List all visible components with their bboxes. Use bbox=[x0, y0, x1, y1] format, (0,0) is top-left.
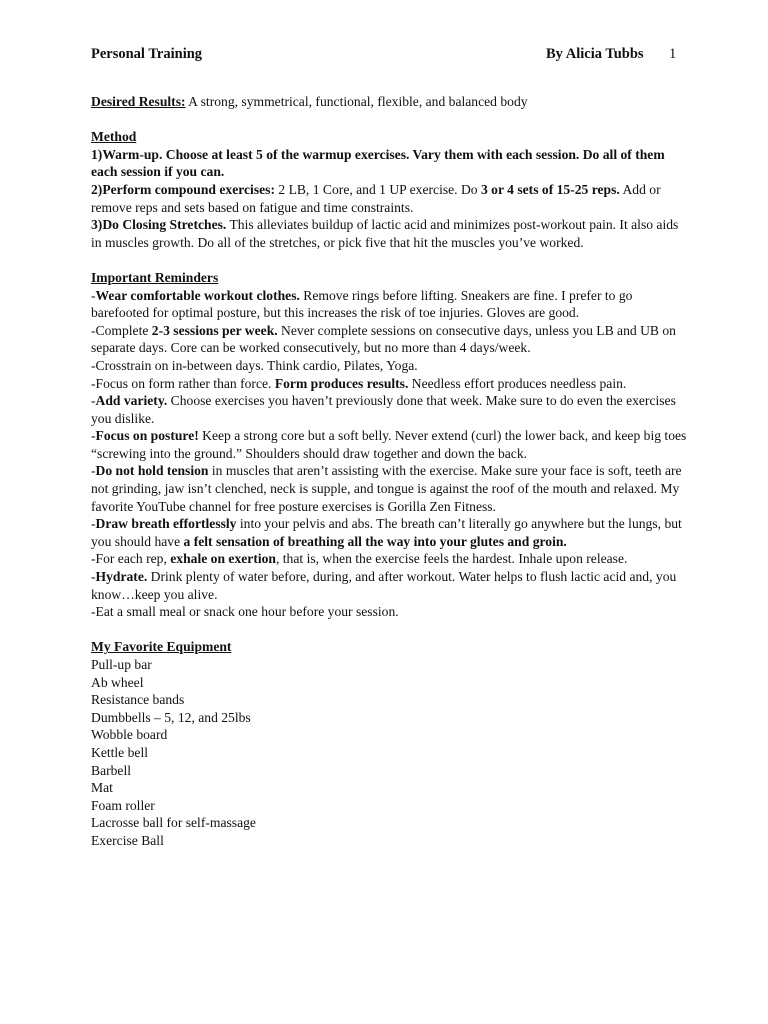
reminder-emphasis: Draw breath effortlessly bbox=[95, 516, 237, 532]
spacer bbox=[91, 111, 691, 129]
equipment-list bbox=[91, 656, 691, 850]
reminder-item bbox=[91, 515, 691, 550]
reminder-item bbox=[91, 427, 691, 462]
reminder-text: -Complete bbox=[91, 322, 152, 338]
equipment-heading bbox=[91, 638, 691, 656]
page-number: 1 bbox=[669, 46, 677, 62]
reminder-item bbox=[91, 568, 691, 603]
reminder-item bbox=[91, 375, 691, 393]
reminder-text: - bbox=[91, 569, 96, 585]
method-step-2 bbox=[91, 181, 691, 216]
reminder-item bbox=[91, 550, 691, 568]
method-step-1-text: 1)Warm-up. Choose at least 5 of the warmup exercises. Vary them with each session. Do all of them each session if you can. bbox=[91, 146, 665, 180]
reminder-text: Keep a strong core but a soft belly. Never extend (curl) the lower back, and keep big toes “screwing into the ground.” Shoulders should draw together and down the back. bbox=[91, 428, 687, 461]
reminder-text: - bbox=[91, 463, 96, 479]
author-name: By Alicia Tubbs bbox=[546, 46, 644, 62]
reminder-text: in muscles that aren’t assisting with the exercise. Make sure your face is soft, teeth are not grinding, jaw isn’t clenched, neck is supple, and tongue is against the roof of the mouth and relaxed. My favorite YouTube channel for free posture exercises is Gorilla Zen Fitness. bbox=[91, 463, 682, 514]
method-step-2-sets: 3 or 4 sets of 15-25 reps. bbox=[480, 181, 620, 197]
reminder-text: , that is, when the exercise feels the hardest. Inhale upon release. bbox=[275, 551, 628, 567]
reminders-heading bbox=[91, 269, 691, 287]
equipment-item: Mat bbox=[91, 780, 113, 796]
method-step-3-title: 3)Do Closing Stretches. bbox=[91, 217, 227, 233]
method-step-2-note: Add or remove reps and sets based on fatigue and time constraints. bbox=[91, 181, 661, 215]
equipment-item: Foam roller bbox=[91, 797, 155, 813]
reminder-text: -Eat a small meal or snack one hour before your session. bbox=[91, 604, 399, 620]
method-step-2-title: 2)Perform compound exercises: bbox=[91, 181, 275, 197]
reminder-text: Remove rings before lifting. Sneakers are fine. I prefer to go barefooted for optimal posture, but this increases the risk of toe injuries. Gloves are good. bbox=[91, 287, 633, 321]
reminder-text: Choose exercises you haven’t previously done that week. Make sure to do even the exercises you dislike. bbox=[91, 393, 676, 426]
method-step-1 bbox=[91, 146, 691, 181]
method-step-3 bbox=[91, 216, 691, 251]
reminder-text: - bbox=[91, 516, 96, 532]
desired-results-label: Desired Results: bbox=[91, 94, 186, 109]
reminder-item bbox=[91, 603, 691, 621]
method-heading-text: Method bbox=[91, 129, 137, 145]
equipment-item: Exercise Ball bbox=[91, 832, 164, 848]
reminder-item bbox=[91, 322, 691, 357]
reminder-emphasis: Form produces results. bbox=[274, 375, 409, 391]
reminder-text: Never complete sessions on consecutive days, unless you LB and UB on separate days. Core can be worked consecutively, but no more than 4 days/week. bbox=[91, 322, 676, 356]
reminder-emphasis: Hydrate. bbox=[95, 569, 148, 585]
reminder-text: Drink plenty of water before, during, and after workout. Water helps to flush lactic acid and, you know…keep you alive. bbox=[91, 569, 677, 602]
equipment-item: Dumbbells – 5, 12, and 25lbs bbox=[91, 709, 251, 725]
equipment-item: Kettle bell bbox=[91, 744, 148, 760]
equipment-item: Barbell bbox=[91, 762, 132, 778]
method-step-2-text: 2 LB, 1 Core, and 1 UP exercise. Do bbox=[274, 181, 481, 197]
page-header bbox=[91, 46, 691, 66]
method-step-3-text: This alleviates buildup of lactic acid and minimizes post-workout pain. It also aids in muscles growth. Do all of the stretches, or pick five that hit the muscles you’ve worked. bbox=[91, 217, 679, 250]
reminder-text: -For each rep, bbox=[91, 551, 171, 567]
reminder-text: -Crosstrain on in-between days. Think cardio, Pilates, Yoga. bbox=[91, 357, 418, 373]
spacer bbox=[91, 251, 691, 269]
reminder-emphasis: Add variety. bbox=[95, 393, 168, 409]
reminder-item bbox=[91, 357, 691, 375]
equipment-heading-text: My Favorite Equipment bbox=[91, 639, 232, 655]
equipment-item: Lacrosse ball for self-massage bbox=[91, 815, 256, 831]
reminder-emphasis: Do not hold tension bbox=[95, 463, 209, 479]
reminder-emphasis: 2-3 sessions per week. bbox=[151, 322, 278, 338]
desired-results bbox=[91, 93, 691, 111]
reminder-text: - bbox=[91, 393, 96, 409]
reminder-emphasis: a felt sensation of breathing all the way into your glutes and groin. bbox=[183, 533, 567, 549]
document-title: Personal Training bbox=[91, 46, 203, 62]
reminder-item bbox=[91, 462, 691, 515]
desired-results-text: A strong, symmetrical, functional, flexible, and balanced body bbox=[185, 94, 528, 109]
reminder-emphasis: exhale on exertion bbox=[170, 551, 276, 567]
reminder-item bbox=[91, 287, 691, 322]
reminder-text: into your pelvis and abs. The breath can’t literally go anywhere but the lungs, but you should have bbox=[91, 516, 682, 549]
reminder-emphasis: Focus on posture! bbox=[95, 428, 199, 444]
equipment-item: Resistance bands bbox=[91, 692, 185, 708]
document-body bbox=[91, 93, 691, 850]
reminders-heading-text: Important Reminders bbox=[91, 269, 219, 285]
equipment-item: Pull-up bar bbox=[91, 657, 152, 672]
spacer bbox=[91, 621, 691, 639]
method-heading bbox=[91, 128, 691, 146]
reminder-text: Needless effort produces needless pain. bbox=[408, 375, 627, 391]
reminder-text: - bbox=[91, 287, 96, 303]
reminder-text: -Focus on form rather than force. bbox=[91, 375, 275, 391]
reminder-text: - bbox=[91, 428, 96, 444]
reminder-item bbox=[91, 392, 691, 427]
equipment-item: Wobble board bbox=[91, 727, 168, 743]
equipment-item: Ab wheel bbox=[91, 674, 144, 690]
reminder-emphasis: Wear comfortable workout clothes. bbox=[95, 287, 300, 303]
